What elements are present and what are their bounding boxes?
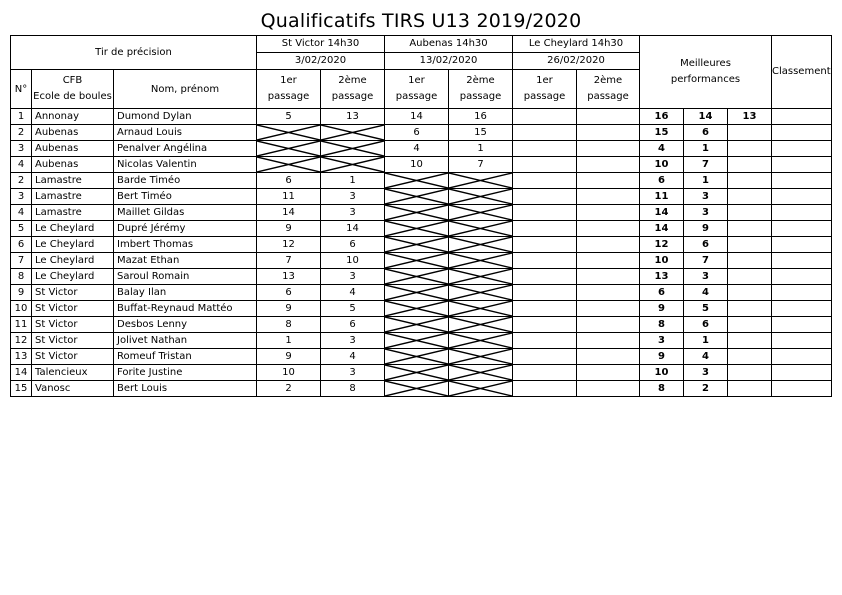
st-victor-pass2-cell: 14: [321, 221, 385, 237]
classement-cell: [772, 157, 832, 173]
table-row: [11, 157, 832, 173]
le-cheylard-pass2-cell: [577, 333, 640, 349]
row-number: 3: [11, 189, 32, 205]
row-number: 7: [11, 253, 32, 269]
table-row: [11, 365, 832, 381]
le-cheylard-pass2-cell: [577, 173, 640, 189]
best-score-2-cell: 4: [684, 349, 728, 365]
lc-pass2-header: 2ème passage: [577, 70, 640, 109]
player-name-cell: Barde Timéo: [114, 173, 257, 189]
best-score-1-cell: 16: [640, 109, 684, 125]
table-row: [11, 109, 832, 125]
st-victor-pass1-cell: 5: [257, 109, 321, 125]
aubenas-pass2-cell: 7: [449, 157, 513, 173]
le-cheylard-pass2-cell: [577, 205, 640, 221]
player-name-cell: Penalver Angélina: [114, 141, 257, 157]
player-name-cell: Romeuf Tristan: [114, 349, 257, 365]
st-victor-pass1-crossed-cell: [257, 157, 321, 173]
row-number: 9: [11, 285, 32, 301]
row-number: 2: [11, 125, 32, 141]
player-name-cell: Imbert Thomas: [114, 237, 257, 253]
lc-pass1-header: 1er passage: [513, 70, 577, 109]
le-cheylard-pass1-cell: [513, 285, 577, 301]
le-cheylard-pass2-cell: [577, 269, 640, 285]
best-score-2-cell: 5: [684, 301, 728, 317]
club-header: [32, 70, 114, 109]
num-header: N°: [11, 70, 32, 109]
event-1-date: 3/02/2020: [257, 53, 385, 70]
classement-cell: [772, 381, 832, 397]
st-victor-pass1-crossed-cell: [257, 125, 321, 141]
best-score-1-cell: 14: [640, 205, 684, 221]
best-score-1-cell: 10: [640, 365, 684, 381]
classement-cell: [772, 237, 832, 253]
le-cheylard-pass1-cell: [513, 205, 577, 221]
row-number: 4: [11, 205, 32, 221]
aubenas-pass2-crossed-cell: [449, 365, 513, 381]
best-score-3-cell: [728, 317, 772, 333]
aubenas-pass1-cell: 14: [385, 109, 449, 125]
table-row: [11, 317, 832, 333]
st-victor-pass2-cell: 3: [321, 205, 385, 221]
club-cell: St Victor: [32, 285, 114, 301]
best-score-1-cell: 15: [640, 125, 684, 141]
best-score-2-cell: 9: [684, 221, 728, 237]
aubenas-pass2-crossed-cell: [449, 189, 513, 205]
club-cell: Vanosc: [32, 381, 114, 397]
st-victor-pass1-cell: 10: [257, 365, 321, 381]
best-score-3-cell: [728, 141, 772, 157]
le-cheylard-pass1-cell: [513, 221, 577, 237]
best-score-3-cell: [728, 365, 772, 381]
table-row: [11, 173, 832, 189]
best-score-2-cell: 1: [684, 141, 728, 157]
player-name-cell: Saroul Romain: [114, 269, 257, 285]
classement-cell: [772, 125, 832, 141]
row-number: 14: [11, 365, 32, 381]
row-number: 5: [11, 221, 32, 237]
aubenas-pass1-crossed-cell: [385, 365, 449, 381]
row-number: 10: [11, 301, 32, 317]
best-score-1-cell: 8: [640, 317, 684, 333]
best-score-3-cell: 13: [728, 109, 772, 125]
classement-cell: [772, 365, 832, 381]
st-victor-pass1-crossed-cell: [257, 141, 321, 157]
club-cell: Aubenas: [32, 141, 114, 157]
classement-cell: [772, 253, 832, 269]
table-row: [11, 221, 832, 237]
classement-label: Classement: [772, 66, 831, 77]
st-victor-pass1-cell: 12: [257, 237, 321, 253]
le-cheylard-pass2-cell: [577, 157, 640, 173]
classement-cell: [772, 285, 832, 301]
st-victor-pass2-cell: 3: [321, 333, 385, 349]
le-cheylard-pass1-cell: [513, 189, 577, 205]
le-cheylard-pass2-cell: [577, 253, 640, 269]
results-table: [10, 35, 832, 397]
st-victor-pass2-cell: 6: [321, 317, 385, 333]
le-cheylard-pass2-cell: [577, 349, 640, 365]
le-cheylard-pass1-cell: [513, 365, 577, 381]
table-row: [11, 381, 832, 397]
aubenas-pass2-crossed-cell: [449, 205, 513, 221]
aubenas-pass2-crossed-cell: [449, 317, 513, 333]
table-row: [11, 205, 832, 221]
classement-cell: [772, 333, 832, 349]
aubenas-pass1-crossed-cell: [385, 205, 449, 221]
player-name-cell: Maillet Gildas: [114, 205, 257, 221]
club-cell: Le Cheylard: [32, 221, 114, 237]
best-line-1: Meilleures: [680, 58, 731, 69]
player-name-cell: Dupré Jérémy: [114, 221, 257, 237]
club-cell: Lamastre: [32, 205, 114, 221]
le-cheylard-pass1-cell: [513, 269, 577, 285]
best-score-1-cell: 10: [640, 157, 684, 173]
club-cell: Aubenas: [32, 125, 114, 141]
club-cell: Aubenas: [32, 157, 114, 173]
st-victor-pass1-cell: 9: [257, 301, 321, 317]
aubenas-pass2-crossed-cell: [449, 349, 513, 365]
best-score-3-cell: [728, 301, 772, 317]
le-cheylard-pass1-cell: [513, 253, 577, 269]
le-cheylard-pass2-cell: [577, 189, 640, 205]
best-performances-header: [640, 36, 772, 109]
le-cheylard-pass1-cell: [513, 301, 577, 317]
aubenas-pass2-crossed-cell: [449, 253, 513, 269]
classement-cell: [772, 173, 832, 189]
aubenas-pass1-crossed-cell: [385, 189, 449, 205]
best-score-2-cell: 3: [684, 269, 728, 285]
sv-pass2-header: 2ème passage: [321, 70, 385, 109]
aubenas-pass2-crossed-cell: [449, 381, 513, 397]
table-row: [11, 141, 832, 157]
event-2-name: Aubenas 14h30: [385, 36, 513, 53]
classement-cell: [772, 301, 832, 317]
aubenas-pass1-crossed-cell: [385, 173, 449, 189]
aubenas-pass2-crossed-cell: [449, 221, 513, 237]
st-victor-pass2-cell: 3: [321, 365, 385, 381]
aubenas-pass2-cell: 16: [449, 109, 513, 125]
st-victor-pass1-cell: 6: [257, 285, 321, 301]
event-3-name: Le Cheylard 14h30: [513, 36, 640, 53]
row-number: 13: [11, 349, 32, 365]
classement-cell: [772, 109, 832, 125]
le-cheylard-pass2-cell: [577, 381, 640, 397]
event-3-date: 26/02/2020: [513, 53, 640, 70]
club-cell: Le Cheylard: [32, 237, 114, 253]
st-victor-pass1-cell: 9: [257, 221, 321, 237]
st-victor-pass2-cell: 4: [321, 285, 385, 301]
club-cell: St Victor: [32, 301, 114, 317]
le-cheylard-pass1-cell: [513, 317, 577, 333]
aubenas-pass1-crossed-cell: [385, 381, 449, 397]
player-name-cell: Balay Ilan: [114, 285, 257, 301]
best-score-2-cell: 3: [684, 365, 728, 381]
le-cheylard-pass1-cell: [513, 157, 577, 173]
table-row: [11, 301, 832, 317]
best-score-1-cell: 10: [640, 253, 684, 269]
st-victor-pass2-cell: 1: [321, 173, 385, 189]
st-victor-pass2-cell: 5: [321, 301, 385, 317]
aubenas-pass1-crossed-cell: [385, 349, 449, 365]
best-score-2-cell: 6: [684, 125, 728, 141]
aubenas-pass1-cell: 6: [385, 125, 449, 141]
aubenas-pass1-crossed-cell: [385, 301, 449, 317]
table-row: [11, 349, 832, 365]
row-number: 12: [11, 333, 32, 349]
best-score-2-cell: 1: [684, 333, 728, 349]
best-score-1-cell: 4: [640, 141, 684, 157]
st-victor-pass1-cell: 1: [257, 333, 321, 349]
le-cheylard-pass2-cell: [577, 237, 640, 253]
ecole-label: Ecole de boules: [33, 91, 112, 102]
club-cell: Lamastre: [32, 189, 114, 205]
player-name-cell: Bert Louis: [114, 381, 257, 397]
st-victor-pass1-cell: 7: [257, 253, 321, 269]
best-score-1-cell: 13: [640, 269, 684, 285]
best-score-3-cell: [728, 285, 772, 301]
row-number: 3: [11, 141, 32, 157]
le-cheylard-pass2-cell: [577, 109, 640, 125]
best-score-2-cell: 6: [684, 237, 728, 253]
table-row: [11, 125, 832, 141]
tir-header: Tir de précision: [11, 36, 257, 70]
best-score-3-cell: [728, 189, 772, 205]
aubenas-pass2-cell: 1: [449, 141, 513, 157]
le-cheylard-pass2-cell: [577, 125, 640, 141]
le-cheylard-pass2-cell: [577, 317, 640, 333]
le-cheylard-pass1-cell: [513, 349, 577, 365]
aubenas-pass1-crossed-cell: [385, 221, 449, 237]
row-number: 1: [11, 109, 32, 125]
le-cheylard-pass1-cell: [513, 237, 577, 253]
au-pass2-header: 2ème passage: [449, 70, 513, 109]
classement-cell: [772, 205, 832, 221]
st-victor-pass1-cell: 13: [257, 269, 321, 285]
classement-cell: [772, 189, 832, 205]
table-row: [11, 333, 832, 349]
st-victor-pass2-cell: 3: [321, 189, 385, 205]
best-score-3-cell: [728, 269, 772, 285]
best-line-2: performances: [670, 74, 741, 85]
le-cheylard-pass2-cell: [577, 301, 640, 317]
best-score-3-cell: [728, 173, 772, 189]
classement-header: [772, 36, 832, 109]
st-victor-pass2-cell: 6: [321, 237, 385, 253]
best-score-3-cell: [728, 125, 772, 141]
best-score-2-cell: 3: [684, 205, 728, 221]
aubenas-pass1-cell: 4: [385, 141, 449, 157]
table-row: [11, 285, 832, 301]
event-2-date: 13/02/2020: [385, 53, 513, 70]
name-header: Nom, prénom: [114, 70, 257, 109]
sv-pass1-header: 1er passage: [257, 70, 321, 109]
player-name-cell: Dumond Dylan: [114, 109, 257, 125]
aubenas-pass2-crossed-cell: [449, 237, 513, 253]
st-victor-pass2-cell: 3: [321, 269, 385, 285]
st-victor-pass2-cell: 13: [321, 109, 385, 125]
best-score-1-cell: 9: [640, 349, 684, 365]
le-cheylard-pass2-cell: [577, 141, 640, 157]
le-cheylard-pass1-cell: [513, 141, 577, 157]
best-score-3-cell: [728, 221, 772, 237]
classement-cell: [772, 141, 832, 157]
row-number: 6: [11, 237, 32, 253]
aubenas-pass2-crossed-cell: [449, 269, 513, 285]
row-number: 11: [11, 317, 32, 333]
best-score-3-cell: [728, 157, 772, 173]
player-name-cell: Arnaud Louis: [114, 125, 257, 141]
row-number: 4: [11, 157, 32, 173]
aubenas-pass1-crossed-cell: [385, 269, 449, 285]
le-cheylard-pass1-cell: [513, 381, 577, 397]
player-name-cell: Bert Timéo: [114, 189, 257, 205]
aubenas-pass2-crossed-cell: [449, 173, 513, 189]
aubenas-pass1-crossed-cell: [385, 285, 449, 301]
best-score-3-cell: [728, 333, 772, 349]
le-cheylard-pass1-cell: [513, 109, 577, 125]
st-victor-pass2-crossed-cell: [321, 157, 385, 173]
best-score-2-cell: 6: [684, 317, 728, 333]
best-score-3-cell: [728, 205, 772, 221]
table-row: [11, 237, 832, 253]
best-score-3-cell: [728, 237, 772, 253]
club-cell: St Victor: [32, 349, 114, 365]
aubenas-pass1-cell: 10: [385, 157, 449, 173]
event-1-name: St Victor 14h30: [257, 36, 385, 53]
st-victor-pass1-cell: 11: [257, 189, 321, 205]
le-cheylard-pass1-cell: [513, 125, 577, 141]
player-name-cell: Desbos Lenny: [114, 317, 257, 333]
club-cell: Talencieux: [32, 365, 114, 381]
club-cell: Le Cheylard: [32, 253, 114, 269]
best-score-1-cell: 6: [640, 285, 684, 301]
st-victor-pass1-cell: 8: [257, 317, 321, 333]
best-score-2-cell: 14: [684, 109, 728, 125]
best-score-2-cell: 1: [684, 173, 728, 189]
best-score-1-cell: 12: [640, 237, 684, 253]
le-cheylard-pass1-cell: [513, 333, 577, 349]
row-number: 15: [11, 381, 32, 397]
club-cell: St Victor: [32, 317, 114, 333]
club-cell: Le Cheylard: [32, 269, 114, 285]
player-name-cell: Buffat-Reynaud Mattéo: [114, 301, 257, 317]
st-victor-pass2-cell: 4: [321, 349, 385, 365]
best-score-1-cell: 3: [640, 333, 684, 349]
st-victor-pass2-crossed-cell: [321, 141, 385, 157]
best-score-3-cell: [728, 349, 772, 365]
le-cheylard-pass2-cell: [577, 221, 640, 237]
st-victor-pass2-cell: 8: [321, 381, 385, 397]
best-score-2-cell: 7: [684, 253, 728, 269]
aubenas-pass2-crossed-cell: [449, 333, 513, 349]
best-score-2-cell: 7: [684, 157, 728, 173]
best-score-1-cell: 11: [640, 189, 684, 205]
aubenas-pass1-crossed-cell: [385, 333, 449, 349]
aubenas-pass1-crossed-cell: [385, 237, 449, 253]
player-name-cell: Mazat Ethan: [114, 253, 257, 269]
st-victor-pass1-cell: 14: [257, 205, 321, 221]
st-victor-pass2-crossed-cell: [321, 125, 385, 141]
st-victor-pass1-cell: 2: [257, 381, 321, 397]
club-cell: Lamastre: [32, 173, 114, 189]
st-victor-pass2-cell: 10: [321, 253, 385, 269]
player-name-cell: Forite Justine: [114, 365, 257, 381]
club-cell: Annonay: [32, 109, 114, 125]
le-cheylard-pass2-cell: [577, 365, 640, 381]
cfb-label: CFB: [62, 75, 83, 86]
club-cell: St Victor: [32, 333, 114, 349]
aubenas-pass2-crossed-cell: [449, 301, 513, 317]
best-score-1-cell: 6: [640, 173, 684, 189]
aubenas-pass2-cell: 15: [449, 125, 513, 141]
player-name-cell: Jolivet Nathan: [114, 333, 257, 349]
table-row: [11, 189, 832, 205]
classement-cell: [772, 221, 832, 237]
le-cheylard-pass2-cell: [577, 285, 640, 301]
table-row: [11, 269, 832, 285]
classement-cell: [772, 317, 832, 333]
best-score-1-cell: 9: [640, 301, 684, 317]
player-name-cell: Nicolas Valentin: [114, 157, 257, 173]
best-score-2-cell: 3: [684, 189, 728, 205]
best-score-2-cell: 4: [684, 285, 728, 301]
best-score-1-cell: 14: [640, 221, 684, 237]
best-score-2-cell: 2: [684, 381, 728, 397]
table-row: [11, 253, 832, 269]
best-score-3-cell: [728, 253, 772, 269]
aubenas-pass1-crossed-cell: [385, 253, 449, 269]
au-pass1-header: 1er passage: [385, 70, 449, 109]
st-victor-pass1-cell: 9: [257, 349, 321, 365]
best-score-3-cell: [728, 381, 772, 397]
aubenas-pass1-crossed-cell: [385, 317, 449, 333]
page-title: Qualificatifs TIRS U13 2019/2020: [260, 10, 582, 32]
row-number: 2: [11, 173, 32, 189]
aubenas-pass2-crossed-cell: [449, 285, 513, 301]
st-victor-pass1-cell: 6: [257, 173, 321, 189]
classement-cell: [772, 349, 832, 365]
le-cheylard-pass1-cell: [513, 173, 577, 189]
best-score-1-cell: 8: [640, 381, 684, 397]
row-number: 8: [11, 269, 32, 285]
classement-cell: [772, 269, 832, 285]
